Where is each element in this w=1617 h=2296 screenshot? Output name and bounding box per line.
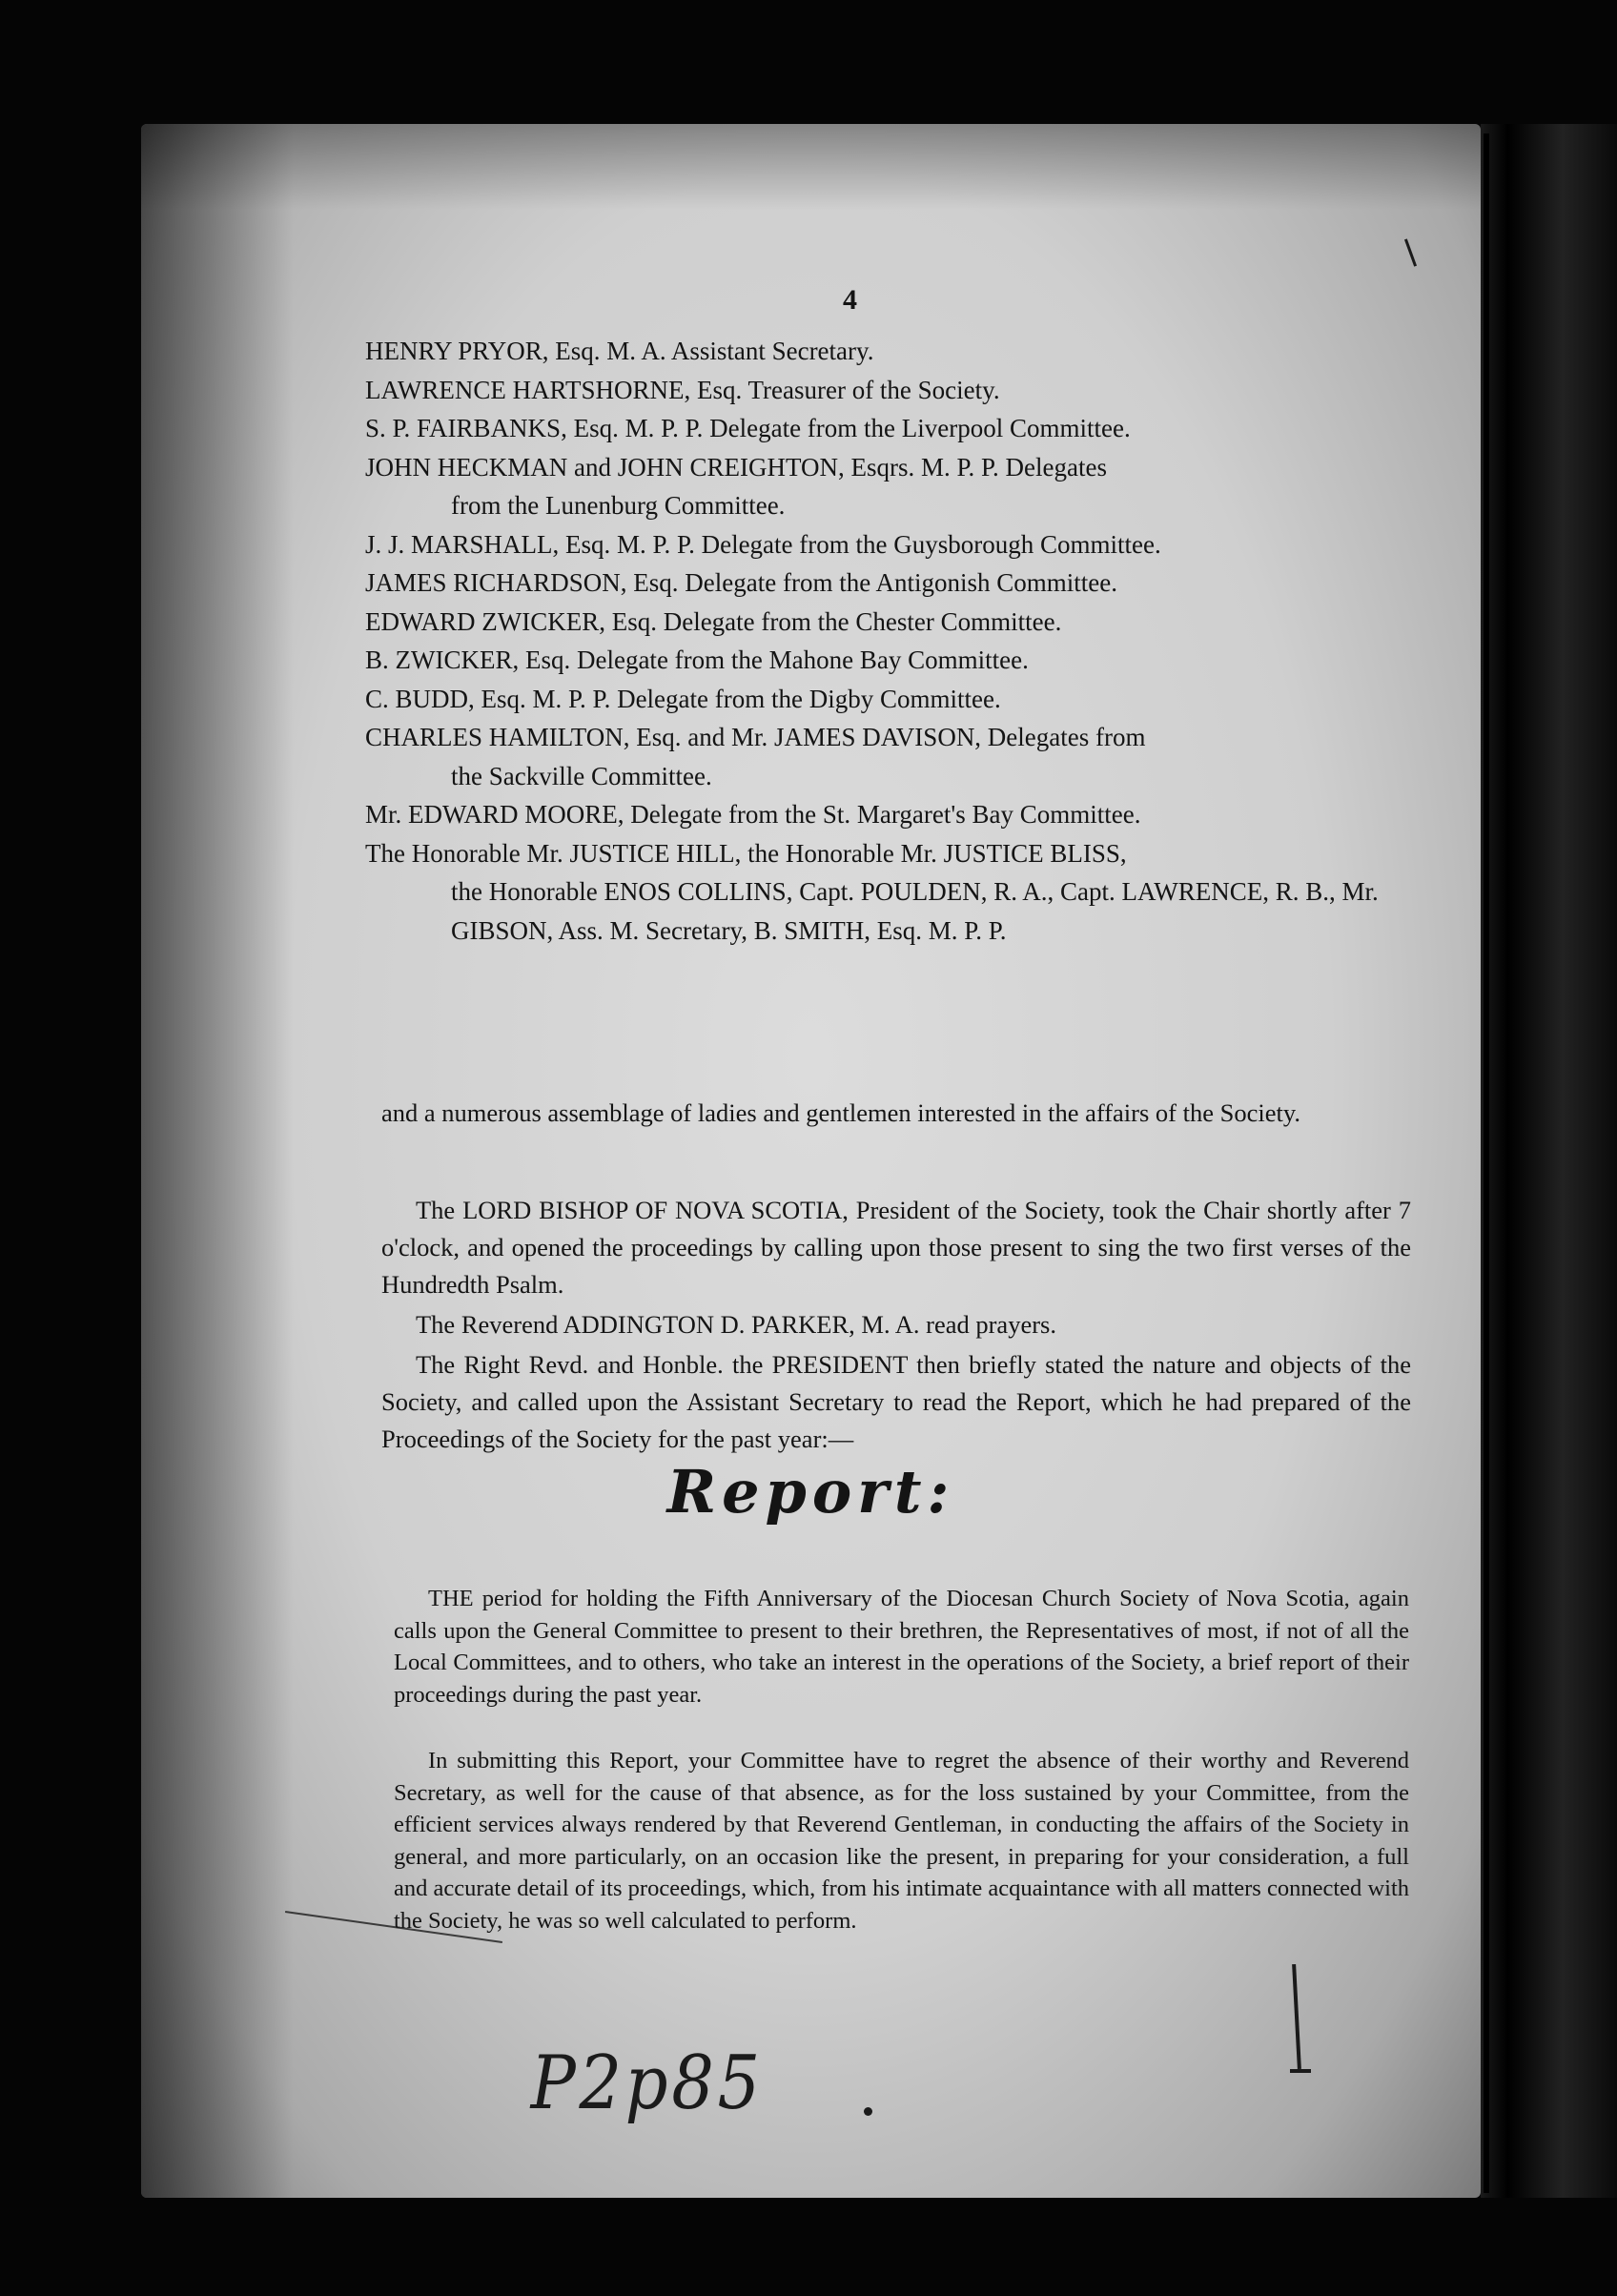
attendee-entry: CHARLES HAMILTON, Esq. and Mr. JAMES DAVISON, Delegates from the Sackville Committee.: [365, 723, 1146, 790]
president-paragraph: The Right Revd. and Honble. the PRESIDENT then briefly stated the nature and objects of the Society, and called upon the Assistant Secretary to read the Report, which he had prepared of the Proceedings of the Society for the past year:—: [381, 1350, 1411, 1453]
attendee-entry: J. J. MARSHALL, Esq. M. P. P. Delegate from the Guysborough Committee.: [365, 529, 1161, 559]
attendee-entry: The Honorable Mr. JUSTICE HILL, the Honorable Mr. JUSTICE BLISS, the Honorable ENOS COLLINS, Capt. POULDEN, R. A., Capt. LAWRENCE, R. B., Mr. GIBSON, Ass. M. Secretary, B. SMITH, Esq. M. P. P.: [365, 838, 1379, 945]
attendee-entry: Mr. EDWARD MOORE, Delegate from the St. Margaret's Bay Committee.: [365, 800, 1141, 829]
report-heading: Report:: [666, 1457, 955, 1527]
book-binding-edge: [1481, 124, 1617, 2198]
report-paragraph-2: In submitting this Report, your Committee have to regret the absence of their worthy and Reverend Secretary, as well for the cause of that absence, as for the loss sustained by your Committee, from the efficient services always rendered by that Reverend Gentleman, in conducting the affairs of the Society in general, and more particularly, on an occasion like the present, in preparing for your consideration, a full and accurate detail of its proceedings, which, from his intimate acquaintance with all matters connected with the Society, he was so well calculated to perform.: [394, 1748, 1409, 1934]
attendee-list: [365, 332, 1433, 950]
attendee-entry: HENRY PRYOR, Esq. M. A. Assistant Secretary.: [365, 337, 874, 365]
paper-sheet: [141, 124, 1481, 2198]
attendee-entry: S. P. FAIRBANKS, Esq. M. P. P. Delegate from the Liverpool Committee.: [365, 414, 1131, 442]
ink-dot: [864, 2107, 872, 2116]
attendee-entry: LAWRENCE HARTSHORNE, Esq. Treasurer of the Society.: [365, 375, 1000, 404]
attendee-entry: EDWARD ZWICKER, Esq. Delegate from the Chester Committee.: [365, 606, 1062, 636]
attendee-entry: B. ZWICKER, Esq. Delegate from the Mahone Bay Committee.: [365, 646, 1029, 674]
assemblage-paragraph: and a numerous assemblage of ladies and gentlemen interested in the affairs of the Society.: [381, 1098, 1300, 1127]
handwritten-annotation: P2p85: [530, 2040, 764, 2126]
ink-mark: [1290, 2069, 1311, 2073]
prayers-paragraph: The Reverend ADDINGTON D. PARKER, M. A. read prayers.: [416, 1310, 1056, 1339]
page-number: 4: [843, 284, 857, 316]
ink-mark: [1404, 238, 1417, 266]
page-content: [141, 124, 1481, 2198]
attendee-entry: C. BUDD, Esq. M. P. P. Delegate from the Digby Committee.: [365, 684, 1001, 713]
report-paragraph-1: THE period for holding the Fifth Anniversary of the Diocesan Church Society of Nova Scotia, again calls upon the General Committee to present to their brethren, the Representatives of most, if not of all the Local Committees, and to others, who take an interest in the operations of the Society, a brief report of their proceedings during the past year.: [394, 1586, 1409, 1708]
chair-paragraph: The LORD BISHOP OF NOVA SCOTIA, President of the Society, took the Chair shortly after 7 o'clock, and opened the proceedings by calling upon those present to sing the two first verses of the Hundredth Psalm.: [381, 1196, 1411, 1299]
ink-mark: [1292, 1964, 1301, 2069]
binding-line: [1484, 133, 1489, 2193]
attendee-entry: JAMES RICHARDSON, Esq. Delegate from the Antigonish Committee.: [365, 568, 1117, 597]
attendee-entry: JOHN HECKMAN and JOHN CREIGHTON, Esqrs. M. P. P. Delegates from the Lunenburg Committee.: [365, 452, 1107, 520]
